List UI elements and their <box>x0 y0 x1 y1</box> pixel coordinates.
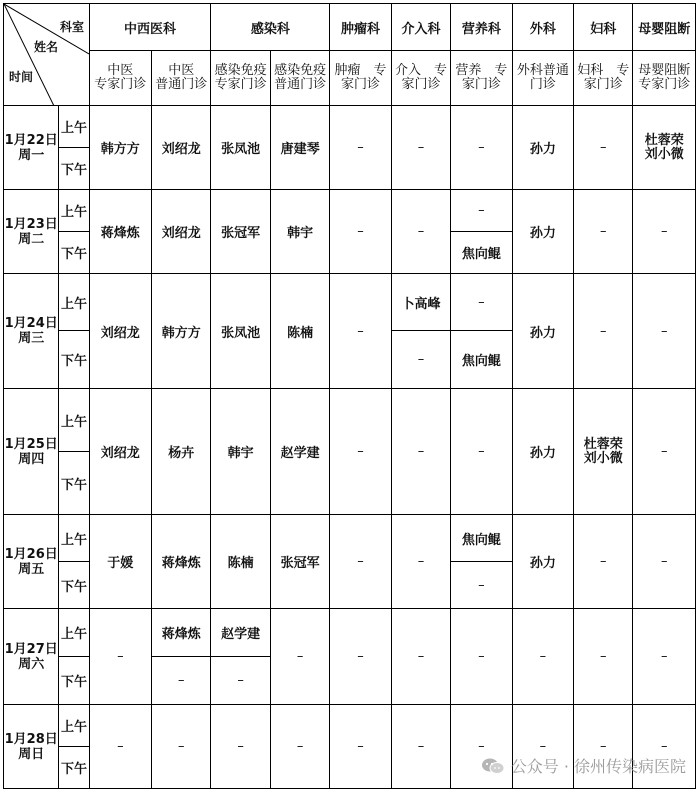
empty-cell: – <box>391 389 450 515</box>
corner-header <box>4 4 90 106</box>
empty-cell: – <box>451 562 512 609</box>
empty-cell: – <box>512 705 573 789</box>
period-pm: 下午 <box>59 747 89 789</box>
doctor-cell: 孙力 <box>512 389 573 515</box>
empty-cell: – <box>391 705 450 789</box>
empty-cell: – <box>89 705 151 789</box>
empty-cell: – <box>633 190 696 274</box>
corner-dept-label: 科室 <box>60 20 85 34</box>
empty-cell: – <box>574 705 633 789</box>
doctor-cell: 刘绍龙 <box>152 190 211 274</box>
empty-cell: – <box>574 609 633 705</box>
empty-cell: – <box>152 657 211 705</box>
dept-header: 感染科 <box>211 4 330 51</box>
schedule-table <box>3 3 696 789</box>
doctor-cell: 韩方方 <box>152 274 211 389</box>
doctor-cell: 孙力 <box>512 515 573 609</box>
doctor-cell: 刘绍龙 <box>89 274 151 389</box>
date-cell: 1月27日 周六 <box>4 609 59 705</box>
empty-cell: – <box>451 190 512 232</box>
doctor-cell: 杨卉 <box>152 389 211 515</box>
doctor-cell: 蒋烽炼 <box>152 609 211 657</box>
clinic-header: 外科普通 门诊 <box>512 51 573 106</box>
clinic-header: 母婴阻断 专家门诊 <box>633 51 696 106</box>
doctor-cell: 杜蓉荣 刘小微 <box>633 106 696 190</box>
empty-cell: – <box>451 274 512 331</box>
empty-cell: – <box>211 705 270 789</box>
empty-cell: – <box>391 106 450 190</box>
watermark <box>481 754 686 777</box>
clinic-header: 感染免疫 普通门诊 <box>270 51 329 106</box>
empty-cell: – <box>451 609 512 705</box>
doctor-cell: 孙力 <box>512 274 573 389</box>
doctor-cell: 焦向鲲 <box>451 331 512 389</box>
empty-cell: – <box>574 106 633 190</box>
doctor-cell: 杜蓉荣 刘小微 <box>574 389 633 515</box>
empty-cell: – <box>391 609 450 705</box>
doctor-cell: 蒋烽炼 <box>89 190 151 274</box>
doctor-cell: 赵学建 <box>270 389 329 515</box>
period-am: 上午 <box>59 190 89 232</box>
doctor-cell: 韩宇 <box>211 389 270 515</box>
doctor-cell: 陈楠 <box>211 515 270 609</box>
clinic-header: 妇科 专 家门诊 <box>574 51 633 106</box>
period-pm: 下午 <box>59 232 89 274</box>
clinic-header: 肿瘤 专 家门诊 <box>330 51 391 106</box>
empty-cell: – <box>330 515 391 609</box>
empty-cell: – <box>330 705 391 789</box>
dept-header: 介入科 <box>391 4 450 51</box>
period-am: 上午 <box>59 705 89 747</box>
empty-cell: – <box>574 274 633 389</box>
period-pm: 下午 <box>59 331 89 389</box>
dept-header: 妇科 <box>574 4 633 51</box>
doctor-cell: 张冠军 <box>211 190 270 274</box>
empty-cell: – <box>391 331 450 389</box>
empty-cell: – <box>330 106 391 190</box>
doctor-cell: 焦向鲲 <box>451 232 512 274</box>
empty-cell: – <box>270 705 329 789</box>
dept-header: 外科 <box>512 4 573 51</box>
clinic-header: 介入 专 家门诊 <box>391 51 450 106</box>
doctor-cell: 孙力 <box>512 106 573 190</box>
empty-cell: – <box>391 515 450 609</box>
period-pm: 下午 <box>59 148 89 190</box>
dept-header: 肿瘤科 <box>330 4 391 51</box>
period-am: 上午 <box>59 389 89 452</box>
empty-cell: – <box>451 106 512 190</box>
dept-header: 营养科 <box>451 4 512 51</box>
empty-cell: – <box>574 190 633 274</box>
period-am: 上午 <box>59 515 89 562</box>
date-cell: 1月25日 周四 <box>4 389 59 515</box>
doctor-cell: 焦向鲲 <box>451 515 512 562</box>
period-pm: 下午 <box>59 657 89 705</box>
empty-cell: – <box>211 657 270 705</box>
doctor-cell: 陈楠 <box>270 274 329 389</box>
doctor-cell: 蒋烽炼 <box>152 515 211 609</box>
wechat-icon <box>481 757 505 775</box>
empty-cell: – <box>451 705 512 789</box>
doctor-cell: 赵学建 <box>211 609 270 657</box>
empty-cell: – <box>512 609 573 705</box>
watermark-text: 公众号 · 徐州传染病医院 <box>510 757 686 776</box>
corner-time-label: 时间 <box>9 70 34 84</box>
clinic-header: 感染免疫 专家门诊 <box>211 51 270 106</box>
doctor-cell: 张凤池 <box>211 274 270 389</box>
doctor-cell: 唐建琴 <box>270 106 329 190</box>
doctor-cell: 孙力 <box>512 190 573 274</box>
empty-cell: – <box>633 515 696 609</box>
doctor-cell: 于媛 <box>89 515 151 609</box>
doctor-cell: 刘绍龙 <box>89 389 151 515</box>
doctor-cell: 韩宇 <box>270 190 329 274</box>
empty-cell: – <box>330 190 391 274</box>
clinic-header: 中医 专家门诊 <box>89 51 151 106</box>
period-am: 上午 <box>59 106 89 148</box>
empty-cell: – <box>391 190 450 274</box>
empty-cell: – <box>451 389 512 515</box>
clinic-header: 中医 普通门诊 <box>152 51 211 106</box>
empty-cell: – <box>633 274 696 389</box>
date-cell: 1月24日 周三 <box>4 274 59 389</box>
period-pm: 下午 <box>59 562 89 609</box>
empty-cell: – <box>574 515 633 609</box>
doctor-cell: 刘绍龙 <box>152 106 211 190</box>
corner-name-label: 姓名 <box>34 40 59 54</box>
empty-cell: – <box>330 274 391 389</box>
period-am: 上午 <box>59 609 89 657</box>
dept-header: 母婴阻断 <box>633 4 696 51</box>
empty-cell: – <box>89 609 151 705</box>
doctor-cell: 张冠军 <box>270 515 329 609</box>
date-cell: 1月22日 周一 <box>4 106 59 190</box>
doctor-cell: 张凤池 <box>211 106 270 190</box>
doctor-cell: 韩方方 <box>89 106 151 190</box>
period-pm: 下午 <box>59 452 89 515</box>
empty-cell: – <box>633 705 696 789</box>
empty-cell: – <box>633 389 696 515</box>
empty-cell: – <box>330 609 391 705</box>
empty-cell: – <box>633 609 696 705</box>
empty-cell: – <box>270 609 329 705</box>
period-am: 上午 <box>59 274 89 331</box>
empty-cell: – <box>152 705 211 789</box>
dept-header: 中西医科 <box>89 4 211 51</box>
date-cell: 1月28日 周日 <box>4 705 59 789</box>
date-cell: 1月26日 周五 <box>4 515 59 609</box>
empty-cell: – <box>330 389 391 515</box>
date-cell: 1月23日 周二 <box>4 190 59 274</box>
clinic-header: 营养 专 家门诊 <box>451 51 512 106</box>
doctor-cell: 卜高峰 <box>391 274 450 331</box>
